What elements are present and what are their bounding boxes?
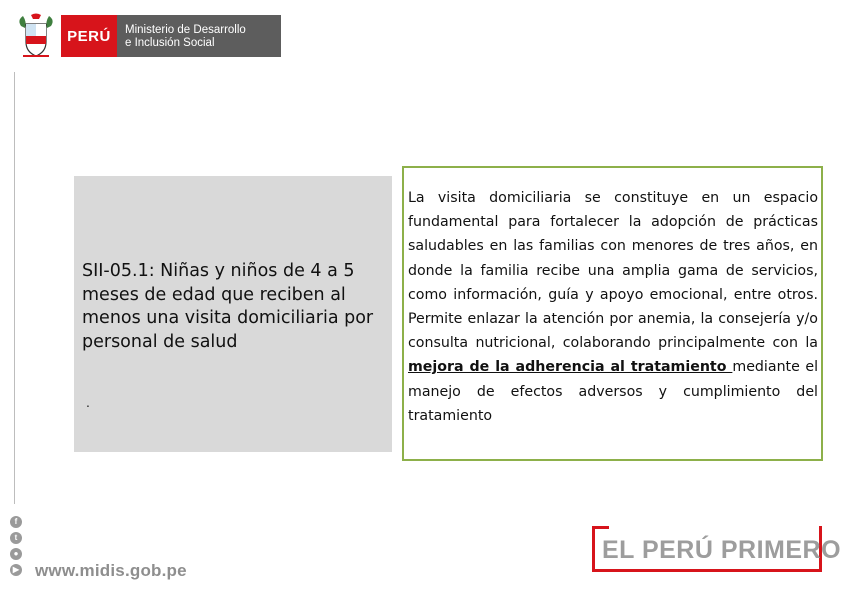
description-text xyxy=(408,186,818,428)
indicator-panel xyxy=(74,176,392,452)
slogan-text: EL PERÚ PRIMERO xyxy=(602,536,842,564)
twitter-icon[interactable]: t xyxy=(10,532,22,544)
youtube-icon[interactable]: ▶ xyxy=(10,564,22,576)
slogan-logo xyxy=(592,526,842,576)
indicator-dot: . xyxy=(86,394,90,410)
left-divider xyxy=(14,72,15,504)
description-highlight: mejora de la adherencia al tratamiento xyxy=(408,359,733,376)
ministry-name-line1: Ministerio de Desarrollo xyxy=(125,24,246,36)
facebook-icon[interactable]: f xyxy=(10,516,22,528)
country-label: PERÚ xyxy=(61,15,117,57)
flickr-icon[interactable]: ● xyxy=(10,548,22,560)
ministry-name xyxy=(117,15,281,57)
header xyxy=(15,12,267,62)
website-link[interactable]: www.midis.gob.pe xyxy=(35,561,187,580)
social-icons xyxy=(10,516,26,580)
description-box xyxy=(402,166,823,461)
ministry-name-line2: e Inclusión Social xyxy=(125,37,215,49)
peru-coat-of-arms-icon xyxy=(15,12,57,60)
description-text-end: mediante el manejo de efectos adversos y cumplimiento del tratamiento xyxy=(408,359,819,424)
indicator-title: SII-05.1: Niñas y niños de 4 a 5 meses de edad que reciben al menos una visita domiciliaria por personal de salud xyxy=(82,261,374,352)
description-text-start: La visita domiciliaria se constituye en un espacio fundamental para fortalecer la adopción de prácticas saludables en las familias con menores de tres años, en donde la familia recibe una amplia gama de servicios, como información, guía y apoyo emocional, entre otros. Permite enlazar la atención por anemia, la consejería y/o consulta nutricional, colaborando principalmente con la xyxy=(408,190,818,352)
ministry-logo xyxy=(61,15,281,57)
